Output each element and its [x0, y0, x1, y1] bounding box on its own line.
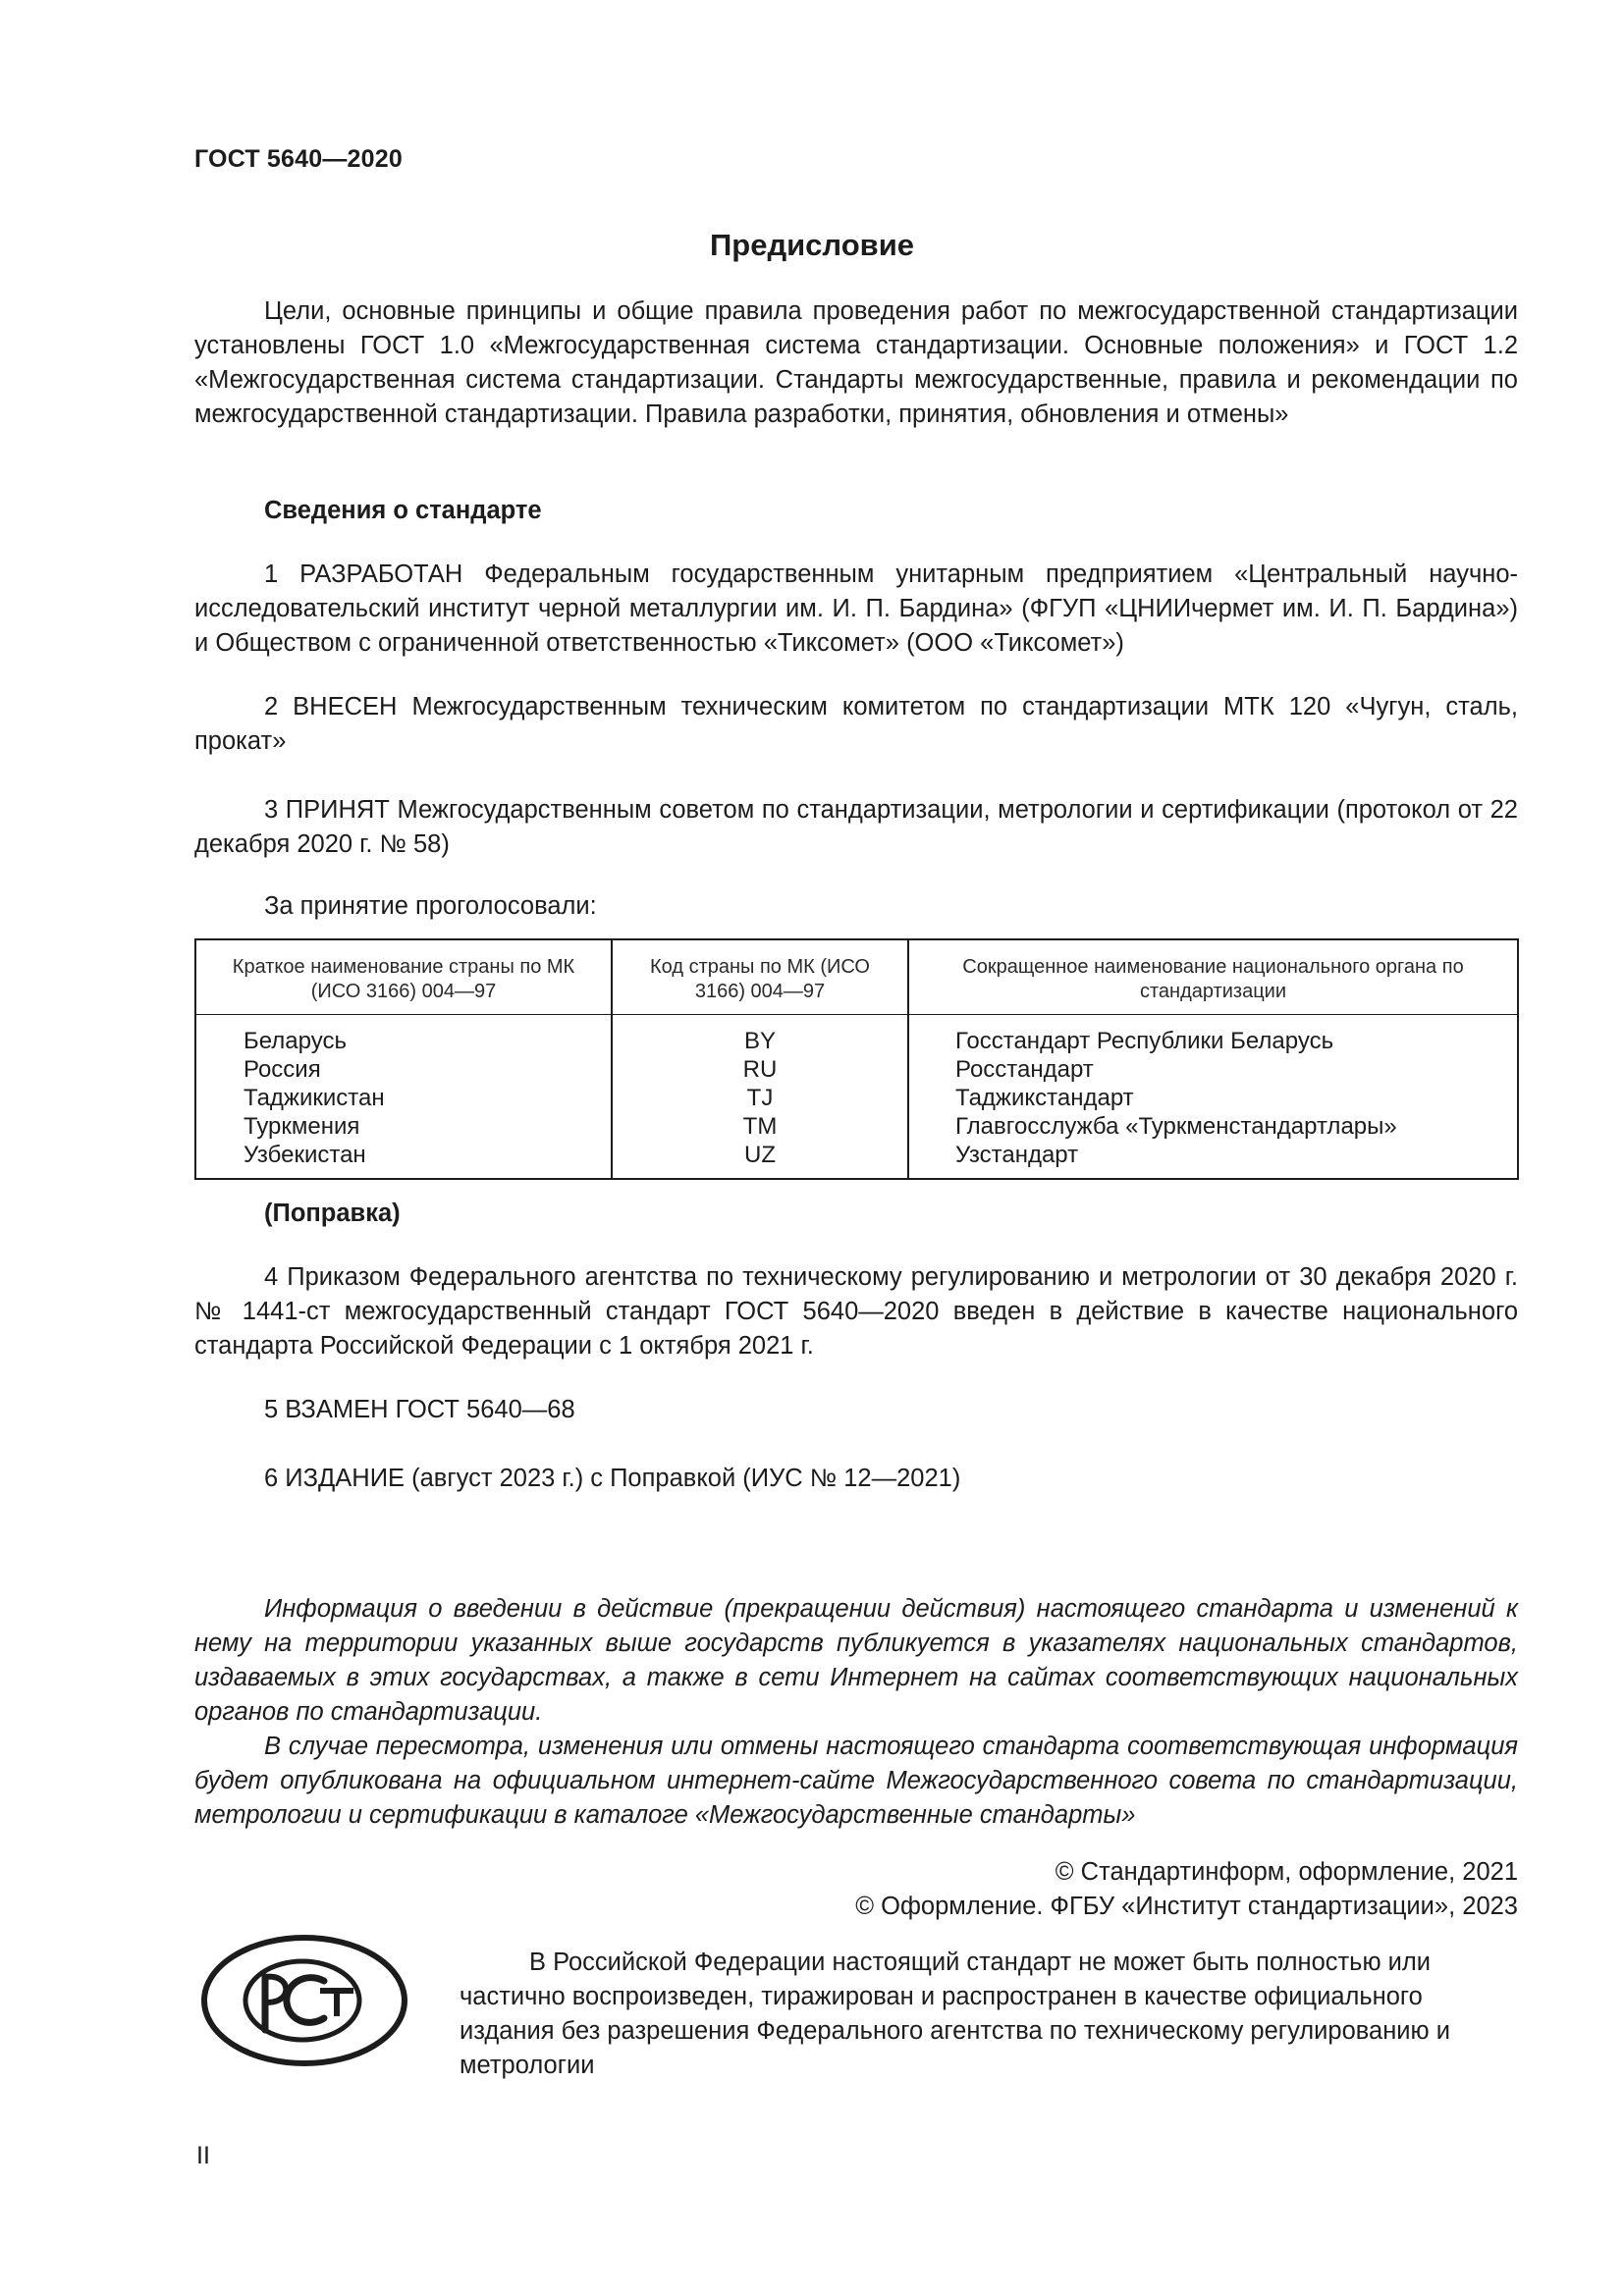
intro-paragraph: Цели, основные принципы и общие правила проведения работ по межгосударственной стандартизации установлены ГОСТ 1.0 «Межгосударственная система стандартизации. Основные положения» и ГОСТ 1.2 «Межгосударственная система стандартизации. Стандарты межгосударственные, правила и рекомендации по межгосударственной стандартизации. Правила разработки, принятия, обновления и отмены»: [194, 297, 1518, 428]
copyright-line-2: © Оформление. ФГБУ «Институт стандартизации», 2023: [855, 1893, 1518, 1920]
body-cell: Госстандарт Республики Беларусь: [908, 1015, 1518, 1056]
code-cell: UZ: [612, 1141, 908, 1179]
item-introduced: 2 ВНЕСЕН Межгосударственным техническим комитетом по стандартизации МТК 120 «Чугун, сталь, прокат»: [194, 693, 1518, 755]
page-title: Предисловие: [709, 228, 914, 262]
country-cell: Туркмения: [244, 1113, 360, 1140]
table-header-country: Краткое наименование страны по МК (ИСО 3166) 004—97: [195, 939, 612, 1015]
country-cell: Беларусь: [244, 1028, 347, 1054]
code-cell: TM: [612, 1112, 908, 1141]
standard-id-header: ГОСТ 5640—2020: [194, 145, 403, 173]
table-row: [195, 1084, 1518, 1112]
page-number: II: [196, 2142, 210, 2169]
table-row: [195, 1112, 1518, 1141]
legal-notice: В Российской Федерации настоящий стандарт не может быть полностью или частично воспроизведен, тиражирован и распространен в качестве официального издания без разрешения Федерального агентства по техническому регулированию и метрологии: [460, 1949, 1450, 2079]
table-header-code: Код страны по МК (ИСО 3166) 004—97: [612, 939, 908, 1015]
item-edition: 6 ИЗДАНИЕ (август 2023 г.) с Поправкой (ИУС № 12—2021): [264, 1465, 961, 1492]
item-replaces: 5 ВЗАМЕН ГОСТ 5640—68: [264, 1396, 575, 1423]
country-cell: Таджикистан: [244, 1085, 385, 1111]
code-cell: RU: [612, 1055, 908, 1084]
country-cell: Россия: [244, 1056, 321, 1083]
body-cell: Главгосслужба «Туркменстандартлары»: [908, 1112, 1518, 1141]
vote-label: За принятие проголосовали:: [264, 892, 597, 920]
voting-table: [194, 938, 1519, 1180]
body-cell: Росстандарт: [908, 1055, 1518, 1084]
notice-paragraph-1: Информация о введении в действие (прекращении действия) настоящего стандарта и изменений к нему на территории указанных выше государств публикуется в указателях национальных стандартов, издаваемых в этих государствах, а также в сети Интернет на сайтах соответствующих национальных органов по стандартизации.: [194, 1595, 1518, 1726]
info-heading: Сведения о стандарте: [264, 497, 542, 524]
copyright-line-1: © Стандартинформ, оформление, 2021: [1055, 1858, 1518, 1886]
item-adopted: 3 ПРИНЯТ Межгосударственным советом по стандартизации, метрологии и сертификации (протокол от 22 декабря 2020 г. № 58): [194, 796, 1518, 858]
notice-paragraph-2: В случае пересмотра, изменения или отмены настоящего стандарта соответствующая информация будет опубликована на официальном интернет-сайте Межгосударственного совета по стандартизации, метрологии и сертификации в каталоге «Межгосударственные стандарты»: [194, 1733, 1518, 1829]
table-row: [195, 1015, 1518, 1056]
rst-logo-icon: [200, 1934, 408, 2067]
country-cell: Узбекистан: [244, 1142, 366, 1168]
item-order: 4 Приказом Федерального агентства по техническому регулированию и метрологии от 30 декабря 2020 г. № 1441-ст межгосударственный стандарт ГОСТ 5640—2020 введен в действие в качестве национального стандарта Российской Федерации с 1 октября 2021 г.: [194, 1263, 1518, 1360]
body-cell: Узстандарт: [908, 1141, 1518, 1179]
table-row: [195, 1055, 1518, 1084]
body-cell: Таджикстандарт: [908, 1084, 1518, 1112]
amendment-note: (Поправка): [264, 1200, 401, 1227]
code-cell: BY: [612, 1015, 908, 1056]
table-header-row: [195, 939, 1518, 1015]
code-cell: TJ: [612, 1084, 908, 1112]
item-developed: 1 РАЗРАБОТАН Федеральным государственным унитарным предприятием «Центральный научно-исследовательский институт черной металлургии им. И. П. Бардина» (ФГУП «ЦНИИчермет им. И. П. Бардина») и Обществом с ограниченной ответственностью «Тиксомет» (ООО «Тиксомет»): [194, 561, 1518, 657]
table-row: [195, 1141, 1518, 1179]
table-header-body: Сокращенное наименование национального органа по стандартизации: [908, 939, 1518, 1015]
